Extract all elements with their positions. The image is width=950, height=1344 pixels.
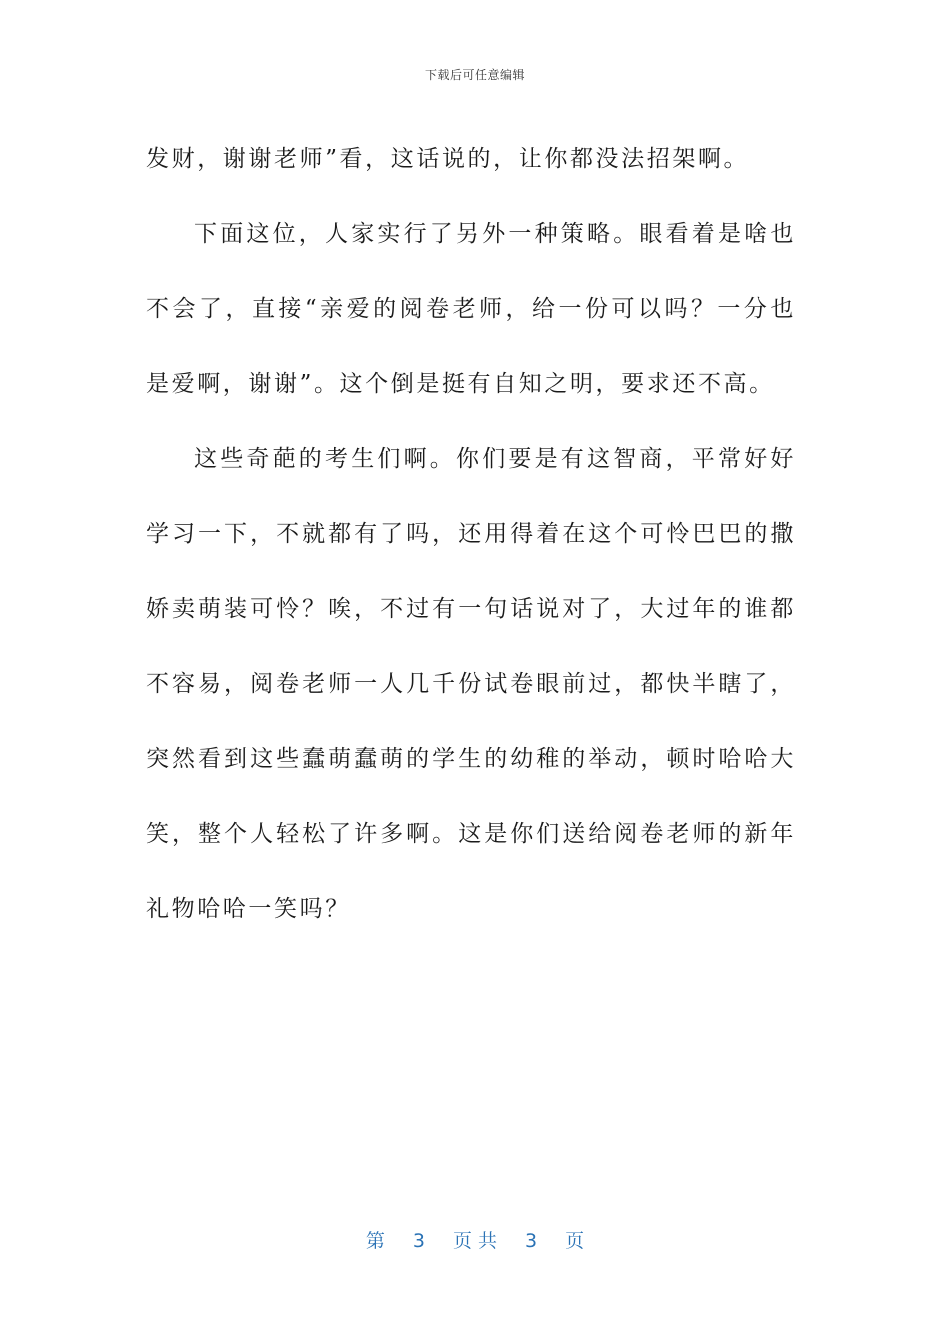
paragraph-continuation: 发财，谢谢老师”看，这话说的，让你都没法招架啊。 bbox=[146, 146, 750, 172]
footer-total-pages: 3 bbox=[525, 1230, 538, 1252]
footer-current-page: 3 bbox=[412, 1230, 425, 1252]
footer-middle: 页 共 bbox=[452, 1230, 498, 1252]
paragraph-strategy: 下面这位，人家实行了另外一种策略。眼看着是啥也不会了，直接“亲爱的阅卷老师，给一份可以吗？一分也是爱啊，谢谢”。这个倒是挺有自知之明，要求还不高。 bbox=[146, 221, 796, 397]
paragraph-students: 这些奇葩的考生们啊。你们要是有这智商，平常好好学习一下，不就都有了吗，还用得着在这个可怜巴巴的撒娇卖萌装可怜？唉，不过有一句话说对了，大过年的谁都不容易，阅卷老师一人几千份试卷眼前过，都快半瞎了，突然看到这些蠢萌蠢萌的学生的幼稚的举动，顿时哈哈大笑，整个人轻松了许多啊。这是你们送给阅卷老师的新年礼物哈哈一笑吗？ bbox=[146, 446, 796, 922]
page-footer bbox=[0, 1226, 950, 1253]
header-note: 下载后可任意编辑 bbox=[424, 68, 525, 82]
footer-prefix: 第 bbox=[365, 1230, 385, 1252]
body-text bbox=[146, 122, 796, 947]
footer-suffix: 页 bbox=[565, 1230, 585, 1252]
